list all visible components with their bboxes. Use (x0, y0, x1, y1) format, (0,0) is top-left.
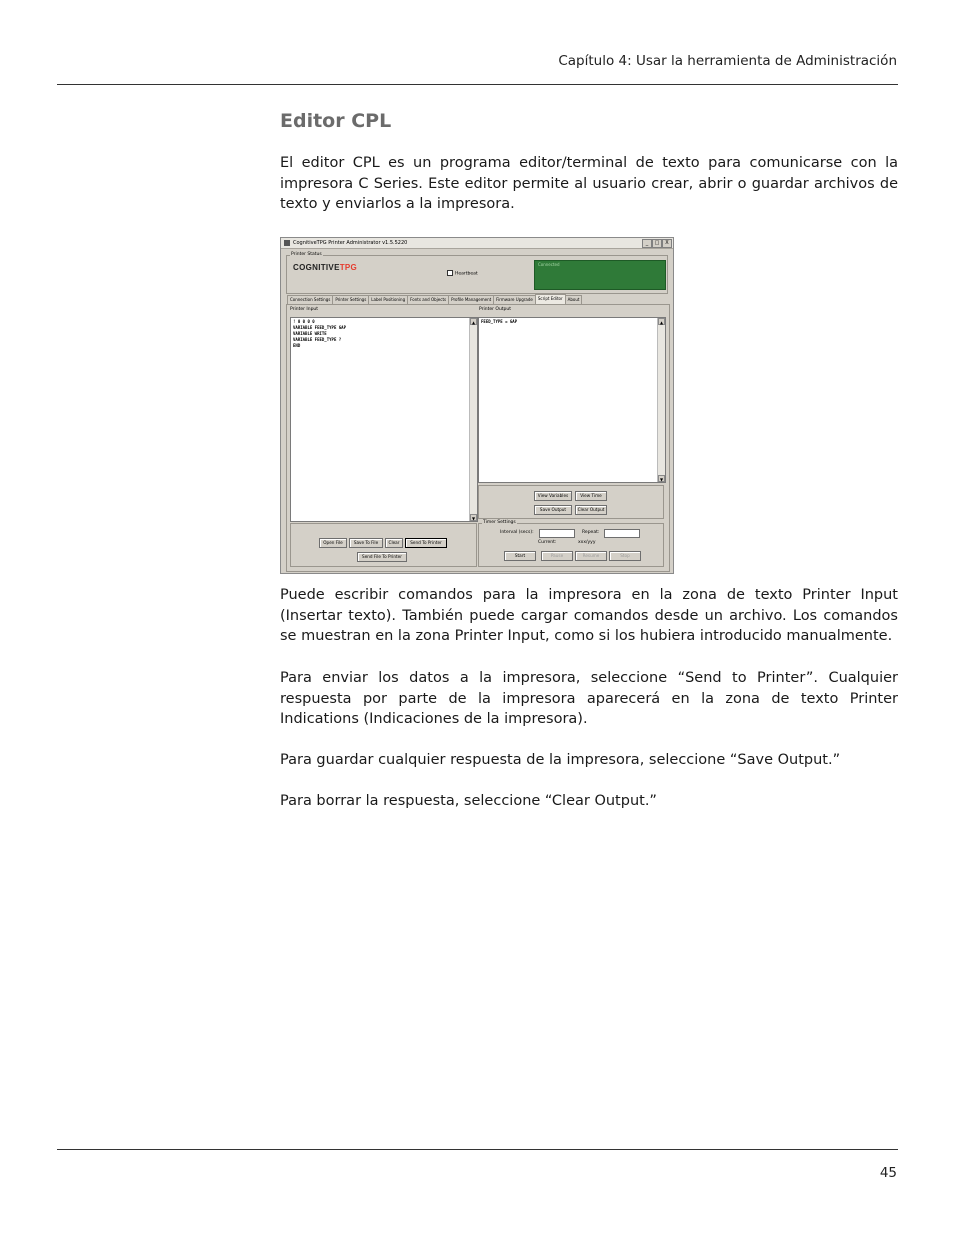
pause-button[interactable]: Pause (541, 551, 573, 561)
section-title: Editor CPL (280, 110, 392, 132)
printer-output-content: FEED_TYPE = GAP (481, 319, 518, 324)
page-number: 45 (879, 1165, 897, 1181)
intro-paragraph: El editor CPL es un programa editor/terminal de texto para comunicarse con la impresora C Series. Este editor permite al usuario crear, abrir o guardar archivos de texto y enviarlos a la impresora. (280, 155, 898, 212)
input-paragraph: Puede escribir comandos para la impresora en la zona de texto Printer Input (Insertar texto). También puede cargar comandos desde un archivo. Los comandos se muestran en la zona Printer Input, como si los hubiera introducido manualmente. (280, 587, 898, 644)
open-file-button[interactable]: Open File (319, 538, 347, 548)
tab-fonts-and-objects[interactable]: Fonts and Objects (407, 295, 449, 304)
tab-profile-management[interactable]: Profile Management (448, 295, 494, 304)
maximize-button[interactable]: □ (652, 239, 662, 248)
file-actions-group (290, 523, 477, 567)
cognitive-tpg-logo: COGNITIVETPG (293, 263, 358, 272)
save-output-button[interactable]: Save Output (534, 505, 572, 515)
start-button[interactable]: Start (504, 551, 536, 561)
send-file-to-printer-button[interactable]: Send File To Printer (357, 552, 407, 562)
save-to-file-button[interactable]: Save To File (349, 538, 383, 548)
running-head: Capítulo 4: Usar la herramienta de Administración (558, 53, 897, 69)
clear-button[interactable]: Clear (385, 538, 403, 548)
clear-paragraph: Para borrar la respuesta, seleccione “Clear Output.” (280, 793, 657, 809)
heartbeat-checkbox[interactable]: Heartbeat (447, 270, 478, 277)
timer-settings-group (478, 520, 664, 567)
printer-output-label: Printer Output (479, 307, 512, 312)
repeat-input[interactable] (604, 529, 640, 538)
footer-rule (57, 1149, 898, 1150)
scroll-down-icon[interactable]: ▼ (659, 477, 664, 482)
printer-output-scrollbar[interactable] (657, 318, 665, 482)
tab-script-editor[interactable]: Script Editor (535, 294, 566, 304)
minimize-button[interactable]: _ (642, 239, 652, 248)
save-paragraph: Para guardar cualquier respuesta de la impresora, seleccione “Save Output.” (280, 752, 841, 768)
tab-bar (287, 295, 581, 304)
app-screenshot (280, 237, 674, 574)
send-to-printer-button[interactable]: Send To Printer (405, 538, 447, 548)
printer-status-group (286, 252, 668, 294)
window-titlebar (281, 238, 673, 249)
interval-input[interactable] (539, 529, 575, 538)
timer-settings-label: Timer Settings (483, 520, 516, 525)
tab-firmware-upgrade[interactable]: Firmware Upgrade (493, 295, 536, 304)
tab-connection-settings[interactable]: Connection Settings (287, 295, 333, 304)
send-paragraph: Para enviar los datos a la impresora, seleccione “Send to Printer”. Cualquier respuesta por parte de la impresora aparecerá en la zona de texto Printer Indications (Indicaciones de la impresora). (280, 670, 898, 727)
scroll-up-icon[interactable]: ▲ (471, 320, 476, 325)
scroll-down-icon[interactable]: ▼ (471, 516, 476, 521)
tab-about[interactable]: About (565, 295, 583, 304)
printer-input-label: Printer Input (290, 307, 319, 312)
current-label: Current: (538, 540, 557, 545)
printer-status-label: Printer Status (291, 252, 322, 257)
interval-label: Interval (secs): (500, 530, 534, 535)
printer-input-textarea[interactable] (290, 317, 478, 522)
repeat-label: Repeat: (582, 530, 600, 535)
window-title: CognitiveTPG Printer Administrator v1.5.5220 (293, 240, 408, 246)
close-button[interactable]: X (662, 239, 672, 248)
output-actions-group (478, 485, 664, 519)
printer-input-content: ! 0 0 0 0 VARIABLE FEED_TYPE GAP VARIABLE WRITE VARIABLE FEED_TYPE ? END (293, 319, 346, 348)
tab-printer-settings[interactable]: Printer Settings (332, 295, 369, 304)
connection-status-panel (534, 260, 666, 290)
current-value: xxx/yyy (578, 540, 596, 545)
stop-button[interactable]: Stop (609, 551, 641, 561)
scroll-up-icon[interactable]: ▲ (659, 320, 664, 325)
clear-output-button[interactable]: Clear Output (575, 505, 607, 515)
view-time-button[interactable]: View Time (575, 491, 607, 501)
script-editor-panel (286, 304, 670, 572)
printer-output-textarea[interactable] (478, 317, 666, 483)
view-variables-button[interactable]: View Variables (534, 491, 572, 501)
checkbox-icon (447, 270, 453, 276)
resume-button[interactable]: Resume (575, 551, 607, 561)
connection-status-text: Connected (538, 262, 560, 267)
printer-input-scrollbar[interactable] (469, 318, 477, 521)
header-rule (57, 84, 898, 85)
app-icon (284, 240, 290, 246)
tab-label-positioning[interactable]: Label Positioning (368, 295, 408, 304)
